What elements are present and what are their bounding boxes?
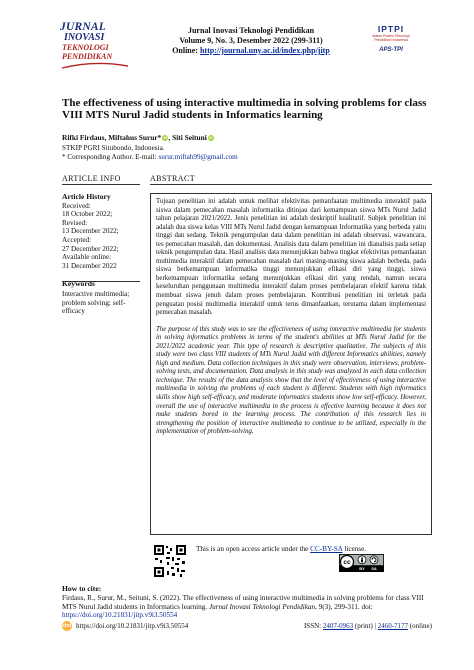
iptpi-subtitle-2: Pendidikan Indonesia [374,38,408,42]
corresponding-author [62,153,238,162]
abstract-english: The purpose of this study was to see the effectiveness of using interactive multimedia for students in solving informatics problems in terms of the student's abilities at MTs Nurul Jadid for the 2021/2022 academic year. This type of research is descriptive qualitative. The subjects of this study were two class VIII students of MTs Nurul Jadid with different Informatics abilities, namely high and medium. Data collection techniques in this study were observation, interviews, problem-solving tests, and documentation. Data analysis in this study was analyzed in each data collection technique. The results of the data analysis show that the level of effectiveness of using interactive multimedia in solving the problems of each student is different. Students with high informatics skills show high self-efficacy, and moderate informatics students show low self-efficacy. However, overall the use of interactive multimedia in the process is effective learning because it does not make students bored in the learning process. The contribution of this research lies in strengthening the position of interactive multimedia to continue to be utilized, especially in the implementation of problem-solving. [156,325,426,436]
journal-header [60,22,420,77]
cite-heading: How to cite: [62,584,102,593]
received-date: 18 October 2022; [62,210,113,219]
cite-body [62,594,432,620]
open-access-text [196,545,366,553]
journal-logo [60,22,134,76]
issn-print-label: (print) | [354,622,376,630]
online-label: Online: [172,46,198,55]
license-suffix: license. [344,545,367,553]
accepted-label: Accepted: [62,235,92,244]
logo-line-1: JURNAL [60,21,106,33]
open-access-row [153,544,433,578]
issn-label: ISSN: [303,622,322,630]
license-link[interactable]: CC-BY-SA [310,545,343,553]
online-line [146,46,356,56]
online-available-label: Available online: [62,253,112,262]
logo-line-3: TEKNOLOGI [62,43,109,52]
cc-label: cc [343,559,351,567]
cite-vol-pages: 9(3), 299-311. doi: [318,602,373,611]
author-line [62,133,214,142]
aps-tpi-logo: APS-TPI [379,47,403,53]
article-info-panel [62,193,140,316]
keywords-list: Interactive multimedia; problem solving; self-efficacy [62,289,130,316]
revised-date: 13 December 2022; [62,227,119,236]
authors-second: , Siti Seituni [168,133,207,142]
open-access-statement: This is an open access article under the [196,545,309,553]
cite-text: Firdaus, R., Surur, M., Seituni, S. (2022). The effectiveness of using interactive multimedia in solving problems for class VIII MTS Nurul Jadid students in Informatics learning. [62,593,424,611]
sa-label: SA [371,566,377,571]
issn-info [304,622,432,630]
revised-label: Revised: [62,218,88,227]
issn-online-label: (online) [409,622,432,630]
abstract-box [150,193,432,535]
authors-main: Rifki Firdaus, Miftahus Surur* [62,133,162,142]
affiliation: STKIP PGRI Situbondo, Indonesia. [62,144,165,152]
page-footer [62,621,432,633]
received-label: Received: [62,201,91,210]
abstract-heading: ABSTRACT [150,174,432,185]
corresponding-label: * Corresponding Author. E-mail: [62,153,157,161]
accepted-date: 27 December 2022; [62,244,119,253]
article-info-heading: ARTICLE INFO [62,174,140,185]
how-to-cite [62,585,432,620]
keywords-heading: Keywords [62,279,95,289]
article-info-divider [62,281,140,282]
issn-online-link[interactable]: 2460-7177 [377,622,409,630]
qr-code-icon[interactable] [153,544,187,578]
abstract-indonesian: Tujuan penelitian ini adalah untuk melihat efektivitas pemanfaatan multimedia interaktif pada siswa dalam pemecahan masalah informatika ditinjau dari kemampuan siswa MTs Nurul Jadid tahun pelajaran 2021/2022. Jenis penelitian ini adalah deskriptif kualitatif. Subjek penelitian ini adalah dua siswa kelas VIII MTs Nurul Jadid dengan kemampuan Informatika yang berbeda yaitu tinggi dan sedang. Teknik pengumpulan data dalam penelitian ini adalah observasi, wawancara, tes pemecahan masalah, dan dokumentasi. Analisis data dalam penelitian ini dianalisis pada setiap teknik pengumpulan data. Hasil analisis data menunjukkan bahwa tingkat efektivitas pemanfaatan multimedia interaktif dalam pemecahan masalah dari masing-masing siswa adalah berbeda, pada siswa berkemampuan informatika tinggi menunjukkan efikasi diri yang tinggi, siswa berkemampuan informatika sedang menunjukkan efikasi diri yang rendah, namun secara keseluruhan penggunaan multimedia interaktif dalam proses pembelajaran efektif karena tidak membuat siswa jenuh dalam proses pembelajaran. Kontribusi penelitian ini terletak pada penguatan posisi multimedia interaktif untuk terus dimanfaatkan, terutama dalam implementasi pemecahan masalah. [156,198,426,317]
iptpi-logo [362,24,420,74]
cite-doi-link[interactable]: https://doi.org/10.21831/jitp.v9i3.50554 [62,611,178,620]
logo-swoosh-icon [60,62,130,70]
cite-journal: Jurnal Inovasi Teknologi Pendidikan, [208,602,317,611]
logo-line-2: INOVASI [64,32,105,43]
online-available-date: 31 December 2022 [62,261,117,270]
volume-line: Volume 9, No. 3, Desember 2022 (299-311) [179,36,323,45]
by-label: BY [359,566,365,571]
footer-doi-link[interactable]: https://doi.org/10.21831/jitp.v9i3.50554 [76,622,189,630]
orcid-icon[interactable]: iD [208,135,213,140]
history-heading: Article History [62,192,111,201]
journal-info [146,26,356,56]
doi-icon: doi [62,623,72,629]
logo-line-4: PENDIDIKAN [62,52,113,61]
iptpi-subtitle-1: Ikatan Profesi Teknologi [372,34,410,38]
article-title: The effectiveness of using interactive multimedia in solving problems for class VIII MTS Nurul Jadid students in Informatics learning [62,97,427,121]
iptpi-label: IPTPI [377,24,405,34]
journal-name: Jurnal Inovasi Teknologi Pendidikan [187,26,315,35]
orcid-icon[interactable]: iD [163,135,168,140]
issn-print-link[interactable]: 2407-0963 [322,622,354,630]
cc-by-sa-badge-icon[interactable] [339,554,384,572]
corresponding-email-link[interactable]: surur.miftah99@gmail.com [158,153,238,161]
journal-url-link[interactable]: http://journal.uny.ac.id/index.php/jitp [199,46,330,55]
